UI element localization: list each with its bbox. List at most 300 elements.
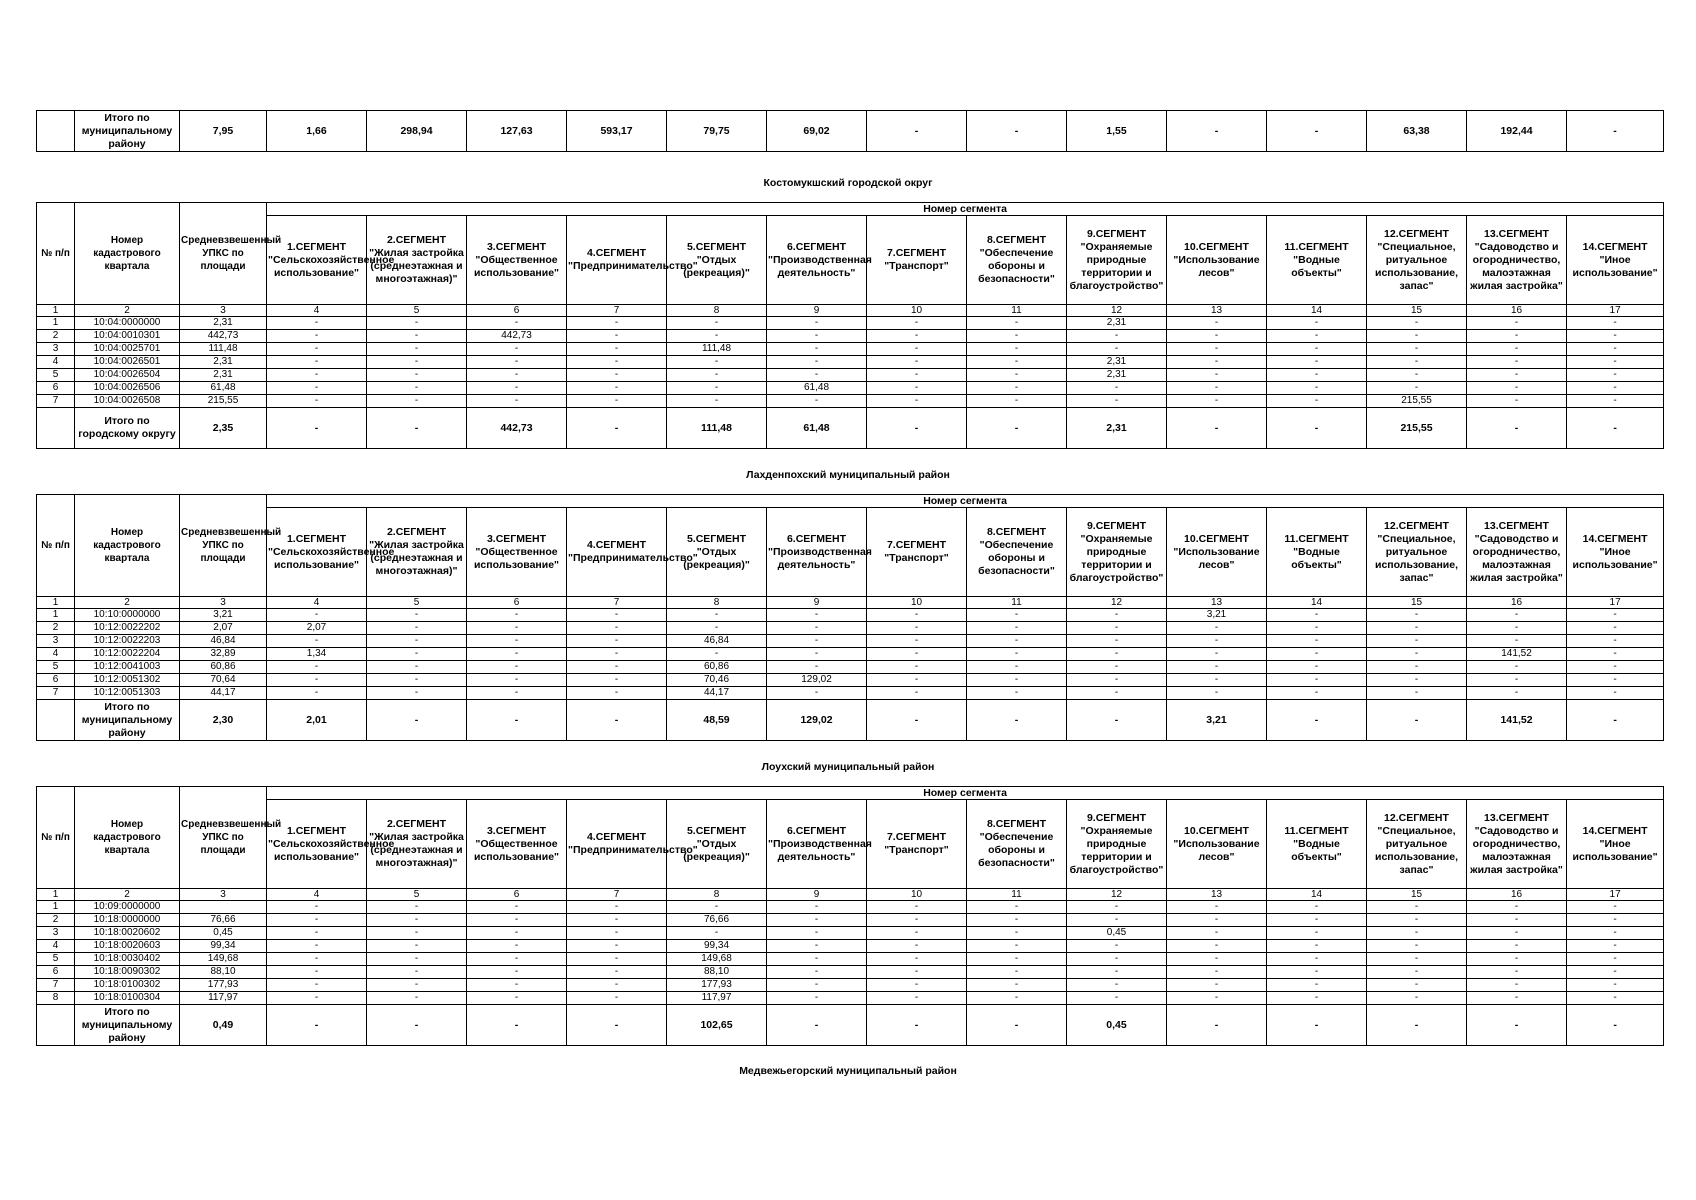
table-row xyxy=(37,953,1664,966)
table-cell: - xyxy=(267,382,367,395)
table-cell: 10:04:0025701 xyxy=(75,343,180,356)
table-cell: - xyxy=(667,317,767,330)
total-value: - xyxy=(1467,408,1567,449)
table-cell: - xyxy=(367,382,467,395)
total-value: 69,02 xyxy=(767,111,867,152)
table-cell: 10:18:0090302 xyxy=(75,966,180,979)
segment-header: 9.СЕГМЕНТ "Охраняемые природные территории и благоустройство" xyxy=(1067,216,1167,305)
table-cell: - xyxy=(867,317,967,330)
column-number: 7 xyxy=(567,597,667,609)
table-cell: - xyxy=(1167,395,1267,408)
table-row xyxy=(37,661,1664,674)
table-cell: 44,17 xyxy=(667,687,767,700)
table-cell: - xyxy=(767,953,867,966)
table-cell: - xyxy=(1367,382,1467,395)
total-value: - xyxy=(367,1005,467,1046)
table-row xyxy=(37,979,1664,992)
table-cell: - xyxy=(1067,940,1167,953)
table-cell: - xyxy=(1267,622,1367,635)
table-cell: 76,66 xyxy=(180,914,267,927)
table-cell: - xyxy=(967,330,1067,343)
segment-header: 11.СЕГМЕНТ "Водные объекты" xyxy=(1267,800,1367,889)
table-cell: - xyxy=(1367,966,1467,979)
total-value: - xyxy=(1567,700,1664,741)
segment-header: 12.СЕГМЕНТ "Специальное, ритуальное использование, запас" xyxy=(1367,508,1467,597)
table-cell: - xyxy=(667,648,767,661)
table-cell: - xyxy=(1467,330,1567,343)
total-value: 63,38 xyxy=(1367,111,1467,152)
segment-header: 13.СЕГМЕНТ "Садоводство и огородничество, малоэтажная жилая застройка" xyxy=(1467,508,1567,597)
table-cell: 10:18:0020603 xyxy=(75,940,180,953)
table-cell: - xyxy=(1267,992,1367,1005)
table-cell: - xyxy=(267,940,367,953)
segment-header: 7.СЕГМЕНТ "Транспорт" xyxy=(867,508,967,597)
table-cell: - xyxy=(1067,953,1167,966)
total-label: Итого по муниципальному району xyxy=(75,111,180,152)
total-value: - xyxy=(1567,1005,1664,1046)
table-cell: - xyxy=(367,330,467,343)
column-number: 9 xyxy=(767,597,867,609)
total-value: - xyxy=(1567,111,1664,152)
table-cell: - xyxy=(1267,953,1367,966)
total-empty-cell xyxy=(37,111,75,152)
table-cell: - xyxy=(1367,992,1467,1005)
table-cell: 88,10 xyxy=(667,966,767,979)
column-number: 17 xyxy=(1567,889,1664,901)
table-cell: 149,68 xyxy=(667,953,767,966)
table-cell: - xyxy=(867,927,967,940)
table-cell: - xyxy=(567,953,667,966)
table-row xyxy=(37,635,1664,648)
table-cell: - xyxy=(1567,940,1664,953)
column-number: 15 xyxy=(1367,597,1467,609)
total-value: 1,66 xyxy=(267,111,367,152)
table-cell: - xyxy=(1167,635,1267,648)
total-value: 442,73 xyxy=(467,408,567,449)
table-cell: - xyxy=(1467,992,1567,1005)
table-cell: 2,31 xyxy=(180,317,267,330)
table-cell: 0,45 xyxy=(180,927,267,940)
table-cell: - xyxy=(267,369,367,382)
table-cell: - xyxy=(767,648,867,661)
column-number: 1 xyxy=(37,889,75,901)
table-cell: - xyxy=(767,317,867,330)
table-cell: - xyxy=(1167,966,1267,979)
table-cell: - xyxy=(767,979,867,992)
table-cell: 88,10 xyxy=(180,966,267,979)
table-cell: - xyxy=(967,635,1067,648)
table-cell: 6 xyxy=(37,382,75,395)
table-cell: 5 xyxy=(37,661,75,674)
table-cell: - xyxy=(467,687,567,700)
table-cell: - xyxy=(467,992,567,1005)
table-cell: - xyxy=(567,395,667,408)
segment-group-title: Номер сегмента xyxy=(267,495,1664,508)
table-cell: - xyxy=(467,966,567,979)
table-cell: - xyxy=(1167,901,1267,914)
table-row xyxy=(37,940,1664,953)
header-quarter: Номер кадастрового квартала xyxy=(75,203,180,305)
column-number: 3 xyxy=(180,597,267,609)
table-cell: 10:12:0022203 xyxy=(75,635,180,648)
table-cell: - xyxy=(1267,382,1367,395)
total-value: 7,95 xyxy=(180,111,267,152)
segment-header: 2.СЕГМЕНТ "Жилая застройка (среднеэтажная и многоэтажная)" xyxy=(367,800,467,889)
table-cell: - xyxy=(267,356,367,369)
table-cell: - xyxy=(1367,635,1467,648)
table-cell: 99,34 xyxy=(180,940,267,953)
table-cell: - xyxy=(1467,382,1567,395)
table-cell: - xyxy=(967,992,1067,1005)
header-avg: Средневзвешенный УПКС по площади xyxy=(180,203,267,305)
total-value: - xyxy=(1367,1005,1467,1046)
total-value: - xyxy=(1167,111,1267,152)
table-cell: - xyxy=(467,356,567,369)
table-cell: - xyxy=(267,395,367,408)
table-cell: - xyxy=(767,609,867,622)
segment-group-row xyxy=(37,495,1664,508)
table-cell: - xyxy=(967,979,1067,992)
table-cell: 70,64 xyxy=(180,674,267,687)
column-number: 5 xyxy=(367,597,467,609)
table-cell: - xyxy=(767,356,867,369)
table-cell: - xyxy=(1067,687,1167,700)
table-cell: 7 xyxy=(37,687,75,700)
table-cell: 10:04:0026504 xyxy=(75,369,180,382)
table-cell: - xyxy=(767,395,867,408)
table-cell: - xyxy=(867,343,967,356)
table-cell: - xyxy=(967,687,1067,700)
column-number: 11 xyxy=(967,597,1067,609)
section-title-medvezhyegorsk: Медвежьегорский муниципальный район xyxy=(739,1065,957,1077)
table-cell: - xyxy=(1567,674,1664,687)
table-cell: - xyxy=(1567,622,1664,635)
segment-header: 2.СЕГМЕНТ "Жилая застройка (среднеэтажная и многоэтажная)" xyxy=(367,508,467,597)
table-cell: - xyxy=(867,622,967,635)
segment-header: 9.СЕГМЕНТ "Охраняемые природные территории и благоустройство" xyxy=(1067,508,1167,597)
table-cell: 2,07 xyxy=(267,622,367,635)
table-cell: - xyxy=(1567,635,1664,648)
total-row xyxy=(37,700,1664,741)
table-cell: - xyxy=(767,661,867,674)
table-cell: 2,31 xyxy=(1067,356,1167,369)
total-value: - xyxy=(1267,111,1367,152)
column-number: 4 xyxy=(267,597,367,609)
table-cell: - xyxy=(1267,356,1367,369)
table-cell: - xyxy=(967,369,1067,382)
table-cell: - xyxy=(567,369,667,382)
segment-group-row xyxy=(37,203,1664,216)
table-cell: - xyxy=(1367,622,1467,635)
total-value: 129,02 xyxy=(767,700,867,741)
table-cell: - xyxy=(967,395,1067,408)
table-cell: - xyxy=(367,369,467,382)
total-value: - xyxy=(567,1005,667,1046)
table-cell: - xyxy=(1567,992,1664,1005)
table-cell: - xyxy=(467,395,567,408)
table-cell: - xyxy=(1467,927,1567,940)
table-cell: - xyxy=(1367,901,1467,914)
section-title-lahdenpohja: Лахденпохский муниципальный район xyxy=(746,469,950,481)
total-value: - xyxy=(467,1005,567,1046)
table-cell: - xyxy=(1567,395,1664,408)
segment-header: 10.СЕГМЕНТ "Использование лесов" xyxy=(1167,800,1267,889)
table-cell: 3 xyxy=(37,927,75,940)
table-cell: - xyxy=(1567,966,1664,979)
table-cell: - xyxy=(267,343,367,356)
table-cell: - xyxy=(1267,979,1367,992)
table-cell: 10:04:0026501 xyxy=(75,356,180,369)
table-cell: - xyxy=(467,940,567,953)
table-cell: - xyxy=(267,661,367,674)
table-cell: 117,97 xyxy=(667,992,767,1005)
table-cell: - xyxy=(467,914,567,927)
total-row xyxy=(37,1005,1664,1046)
column-number-row xyxy=(37,597,1664,609)
total-value: - xyxy=(867,1005,967,1046)
table-cell: - xyxy=(967,622,1067,635)
table-cell: - xyxy=(367,648,467,661)
table-cell: - xyxy=(467,382,567,395)
table-cell: - xyxy=(1267,901,1367,914)
total-value: - xyxy=(367,700,467,741)
table-cell: 177,93 xyxy=(180,979,267,992)
total-value: - xyxy=(567,408,667,449)
table-cell: - xyxy=(1367,609,1467,622)
table-cell: 4 xyxy=(37,648,75,661)
table-cell: - xyxy=(467,674,567,687)
table-cell: 10:12:0041003 xyxy=(75,661,180,674)
table-row xyxy=(37,927,1664,940)
column-number: 3 xyxy=(180,305,267,317)
total-value: 2,35 xyxy=(180,408,267,449)
total-value: - xyxy=(967,111,1067,152)
table-cell: - xyxy=(967,343,1067,356)
table-row xyxy=(37,395,1664,408)
section-title-louhi: Лоухский муниципальный район xyxy=(761,761,935,773)
column-number: 13 xyxy=(1167,597,1267,609)
table-cell: 10:18:0000000 xyxy=(75,914,180,927)
segment-header: 1.СЕГМЕНТ "Сельскохозяйственное использование" xyxy=(267,508,367,597)
segment-header: 10.СЕГМЕНТ "Использование лесов" xyxy=(1167,216,1267,305)
table-cell: - xyxy=(1567,356,1664,369)
table-cell: 2,07 xyxy=(180,622,267,635)
table-cell: - xyxy=(1467,674,1567,687)
table-cell: 10:04:0010301 xyxy=(75,330,180,343)
table-cell: - xyxy=(767,343,867,356)
table-cell: - xyxy=(867,674,967,687)
table-cell: 1,34 xyxy=(267,648,367,661)
table-cell: - xyxy=(367,992,467,1005)
table-cell: - xyxy=(867,395,967,408)
total-label: Итого по муниципальному району xyxy=(75,1005,180,1046)
table-cell: - xyxy=(1067,382,1167,395)
table-cell: - xyxy=(1467,369,1567,382)
table-cell: - xyxy=(1267,609,1367,622)
table-cell: - xyxy=(967,927,1067,940)
segment-header: 14.СЕГМЕНТ "Иное использование" xyxy=(1567,508,1664,597)
table-cell: - xyxy=(767,966,867,979)
table-cell: 1 xyxy=(37,317,75,330)
table-cell: - xyxy=(1367,674,1467,687)
table-cell: - xyxy=(567,648,667,661)
table-cell: 10:18:0030402 xyxy=(75,953,180,966)
segment-header: 1.СЕГМЕНТ "Сельскохозяйственное использование" xyxy=(267,800,367,889)
table-cell: - xyxy=(567,356,667,369)
table-cell: - xyxy=(1067,979,1167,992)
table-cell: - xyxy=(267,687,367,700)
table-cell: - xyxy=(1467,979,1567,992)
column-number: 14 xyxy=(1267,305,1367,317)
table-cell: - xyxy=(1267,674,1367,687)
table-cell: - xyxy=(1367,979,1467,992)
segment-header: 13.СЕГМЕНТ "Садоводство и огородничество, малоэтажная жилая застройка" xyxy=(1467,800,1567,889)
total-row xyxy=(37,408,1664,449)
header-np: № п/п xyxy=(37,495,75,597)
table-cell: - xyxy=(1067,395,1167,408)
segment-header: 8.СЕГМЕНТ "Обеспечение обороны и безопасности" xyxy=(967,216,1067,305)
column-number: 6 xyxy=(467,597,567,609)
total-value: 0,49 xyxy=(180,1005,267,1046)
table-cell: 2,31 xyxy=(1067,369,1167,382)
total-value: - xyxy=(767,1005,867,1046)
header-np: № п/п xyxy=(37,203,75,305)
column-number: 11 xyxy=(967,305,1067,317)
segment-header: 4.СЕГМЕНТ "Предпринимательство" xyxy=(567,800,667,889)
table-cell: - xyxy=(1467,953,1567,966)
column-number: 17 xyxy=(1567,305,1664,317)
segment-header: 2.СЕГМЕНТ "Жилая застройка (среднеэтажная и многоэтажная)" xyxy=(367,216,467,305)
table-cell: - xyxy=(1467,635,1567,648)
table-cell: - xyxy=(467,369,567,382)
section-title-kostomuksha: Костомукшский городской округ xyxy=(763,177,933,189)
table-cell xyxy=(180,901,267,914)
segment-header: 11.СЕГМЕНТ "Водные объекты" xyxy=(1267,508,1367,597)
header-avg: Средневзвешенный УПКС по площади xyxy=(180,787,267,889)
table-cell: - xyxy=(1567,330,1664,343)
table-cell: - xyxy=(967,661,1067,674)
segment-header: 9.СЕГМЕНТ "Охраняемые природные территории и благоустройство" xyxy=(1067,800,1167,889)
table-cell: - xyxy=(467,979,567,992)
table-cell: - xyxy=(567,914,667,927)
table-row xyxy=(37,901,1664,914)
table-cell: - xyxy=(1067,966,1167,979)
table-cell: - xyxy=(467,661,567,674)
table-row xyxy=(37,966,1664,979)
total-empty-cell xyxy=(37,700,75,741)
table-cell: 3,21 xyxy=(180,609,267,622)
table-cell: 111,48 xyxy=(180,343,267,356)
table-cell: - xyxy=(367,966,467,979)
table-cell: - xyxy=(567,966,667,979)
table-cell: 2 xyxy=(37,330,75,343)
table-cell: 111,48 xyxy=(667,343,767,356)
table-cell: - xyxy=(1367,914,1467,927)
table-cell: - xyxy=(1567,648,1664,661)
table-cell: - xyxy=(367,927,467,940)
segment-header: 12.СЕГМЕНТ "Специальное, ритуальное использование, запас" xyxy=(1367,216,1467,305)
total-value: - xyxy=(867,408,967,449)
table-cell: - xyxy=(1267,687,1367,700)
table-cell: - xyxy=(667,395,767,408)
table-cell: - xyxy=(1367,687,1467,700)
table-cell: 8 xyxy=(37,992,75,1005)
table-cell: 60,86 xyxy=(180,661,267,674)
column-number: 15 xyxy=(1367,889,1467,901)
table-cell: 2,31 xyxy=(180,356,267,369)
table-cell: 2 xyxy=(37,914,75,927)
column-number: 9 xyxy=(767,889,867,901)
table-row xyxy=(37,687,1664,700)
table-cell: 7 xyxy=(37,979,75,992)
segment-header: 8.СЕГМЕНТ "Обеспечение обороны и безопасности" xyxy=(967,508,1067,597)
table-cell: - xyxy=(267,927,367,940)
table-cell: 2,31 xyxy=(1067,317,1167,330)
table-cell: - xyxy=(967,674,1067,687)
table-cell: - xyxy=(767,330,867,343)
total-value: 0,45 xyxy=(1067,1005,1167,1046)
lahdenpohja-table xyxy=(36,494,1664,741)
table-cell: - xyxy=(1067,901,1167,914)
segment-header: 6.СЕГМЕНТ "Производственная деятельность" xyxy=(767,508,867,597)
total-value: 3,21 xyxy=(1167,700,1267,741)
table-cell: - xyxy=(367,979,467,992)
table-cell: - xyxy=(967,953,1067,966)
total-value: 141,52 xyxy=(1467,700,1567,741)
table-cell: - xyxy=(1167,674,1267,687)
table-cell: - xyxy=(1367,356,1467,369)
total-value: 2,31 xyxy=(1067,408,1167,449)
table-cell: - xyxy=(1567,382,1664,395)
column-number: 9 xyxy=(767,305,867,317)
total-value: 215,55 xyxy=(1367,408,1467,449)
table-cell: 10:10:0000000 xyxy=(75,609,180,622)
table-cell: - xyxy=(1167,927,1267,940)
table-cell: - xyxy=(467,927,567,940)
segment-header: 13.СЕГМЕНТ "Садоводство и огородничество, малоэтажная жилая застройка" xyxy=(1467,216,1567,305)
table-cell: - xyxy=(567,979,667,992)
table-cell: 3 xyxy=(37,343,75,356)
table-cell: 4 xyxy=(37,356,75,369)
table-cell: - xyxy=(1167,992,1267,1005)
table-cell: - xyxy=(1467,622,1567,635)
segment-header: 4.СЕГМЕНТ "Предпринимательство" xyxy=(567,216,667,305)
column-number: 5 xyxy=(367,889,467,901)
segment-header: 7.СЕГМЕНТ "Транспорт" xyxy=(867,800,967,889)
table-cell: - xyxy=(567,343,667,356)
table-cell: - xyxy=(867,914,967,927)
table-cell: - xyxy=(567,635,667,648)
table-cell: 10:12:0051303 xyxy=(75,687,180,700)
total-value: 593,17 xyxy=(567,111,667,152)
table-cell: - xyxy=(667,622,767,635)
table-cell: 149,68 xyxy=(180,953,267,966)
total-value: - xyxy=(1167,1005,1267,1046)
table-cell: 32,89 xyxy=(180,648,267,661)
table-row xyxy=(37,914,1664,927)
table-cell: - xyxy=(1067,674,1167,687)
table-cell: - xyxy=(1367,330,1467,343)
table-cell: - xyxy=(267,914,367,927)
table-cell: - xyxy=(1567,661,1664,674)
table-cell: - xyxy=(1467,940,1567,953)
table-cell: - xyxy=(267,674,367,687)
table-cell: - xyxy=(367,940,467,953)
column-number: 6 xyxy=(467,305,567,317)
total-value: - xyxy=(1167,408,1267,449)
table-cell: - xyxy=(667,382,767,395)
column-number: 11 xyxy=(967,889,1067,901)
